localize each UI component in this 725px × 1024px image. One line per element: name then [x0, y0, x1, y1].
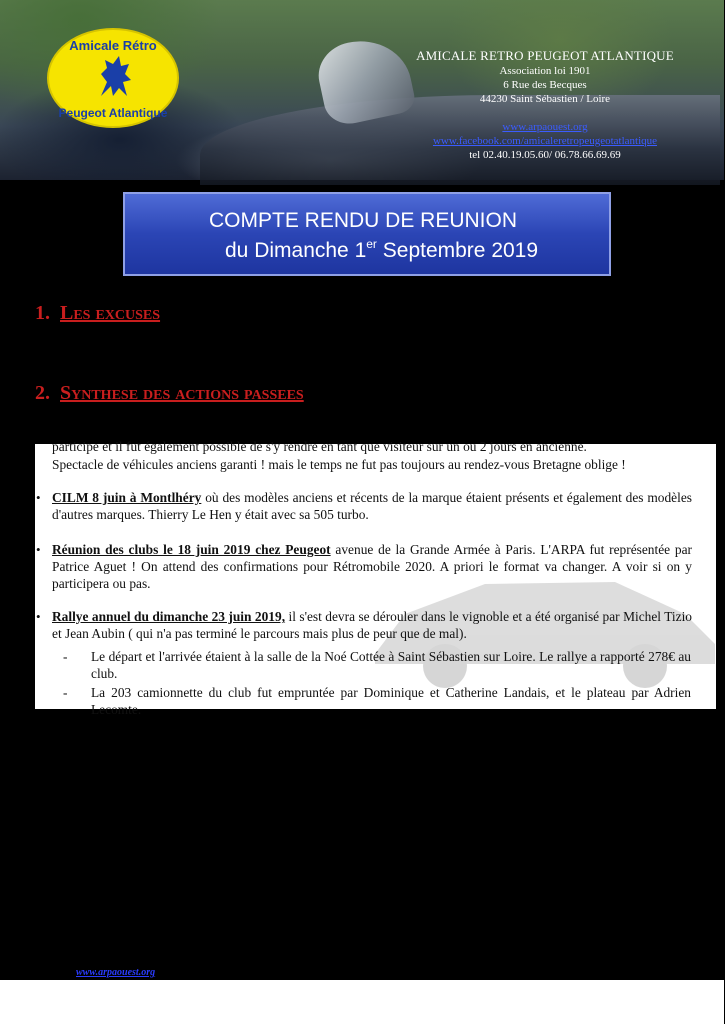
club-logo: [47, 28, 179, 128]
intro-line-2: Spectacle de véhicules anciens garanti ! mais le temps ne fut pas toujours au rendez-vous Bretagne oblige !: [52, 457, 626, 472]
section-number: 2.: [35, 382, 50, 404]
sub-list-item: La 203 camionnette du club fut empruntée par Dominique et Catherine Landais, et le plateau par Adrien Lecomte.: [91, 685, 691, 717]
report-date: du Dimanche 1er Septembre 2019: [225, 237, 539, 262]
association-type: Association loi 1901: [499, 65, 591, 77]
intro-line-1: participe et il fut également possible de s'y rendre en tant que visiteur sur un ou 2 jours en ancienne.: [52, 439, 587, 454]
report-title-box: [123, 192, 611, 276]
footer-website-link[interactable]: www.arpaouest.org: [76, 967, 156, 978]
dash-marker: -: [63, 685, 68, 700]
bullet-icon: •: [36, 490, 41, 505]
section-label: Synthese des actions passees: [60, 382, 304, 404]
association-address2: 44230 Saint Sébastien / Loire: [479, 93, 611, 105]
sub-list-item: Le départ et l'arrivée étaient à la salle de la Noé Cottée à Saint Sébastien sur Loire. Le rallye a rapporté 278€ au club.: [91, 649, 691, 681]
bullet-icon: •: [36, 542, 41, 557]
association-address1: 6 Rue des Becques: [503, 79, 587, 91]
section-label: Les excuses: [60, 302, 161, 324]
section-heading-excuses: [35, 302, 160, 325]
website-link[interactable]: www.arpaouest.org: [502, 121, 588, 133]
lion-icon: [93, 52, 137, 102]
list-item: • CILM 8 juin à Montlhéry où des modèles anciens et récents de la marque étaient présents et également des modèles d'autres marques. Thierry Le Hen y était avec sa 505 turbo.: [36, 490, 692, 522]
association-name: AMICALE RETRO PEUGEOT ATLANTIQUE: [416, 48, 674, 63]
logo-top-text: Amicale Rétro: [69, 38, 157, 53]
header-banner: [0, 0, 724, 180]
facebook-link[interactable]: www.facebook.com/amicaleretropeugeotatlantique: [432, 135, 658, 147]
dash-marker: -: [63, 649, 68, 664]
phone-number: tel 02.40.19.05.60/ 06.78.66.69.69: [469, 149, 621, 161]
section-number: 1.: [35, 302, 50, 324]
page-bottom-margin: [0, 980, 724, 1024]
association-info: [380, 48, 710, 162]
content-panel: [35, 439, 716, 717]
list-item: • Rallye annuel du dimanche 23 juin 2019, il s'est devra se dérouler dans le vignoble et a été organisé par Michel Tizio et Jean Aubin ( qui n'a pas terminé le parcours mais plus de peur que de mal).: [36, 609, 692, 641]
report-title: COMPTE RENDU DE REUNION: [209, 209, 518, 232]
section-heading-synthese: [35, 382, 304, 405]
list-item: • Réunion des clubs le 18 juin 2019 chez Peugeot avenue de la Grande Armée à Paris. L'ARPA fut représentée par Patrice Aguet ! On attend des confirmations pour Rétromobile 2020. A priori le format va changer. A voir si on y participera ou pas.: [36, 542, 692, 591]
bullet-icon: •: [36, 609, 41, 624]
logo-bottom-text: Peugeot Atlantique: [58, 106, 168, 120]
